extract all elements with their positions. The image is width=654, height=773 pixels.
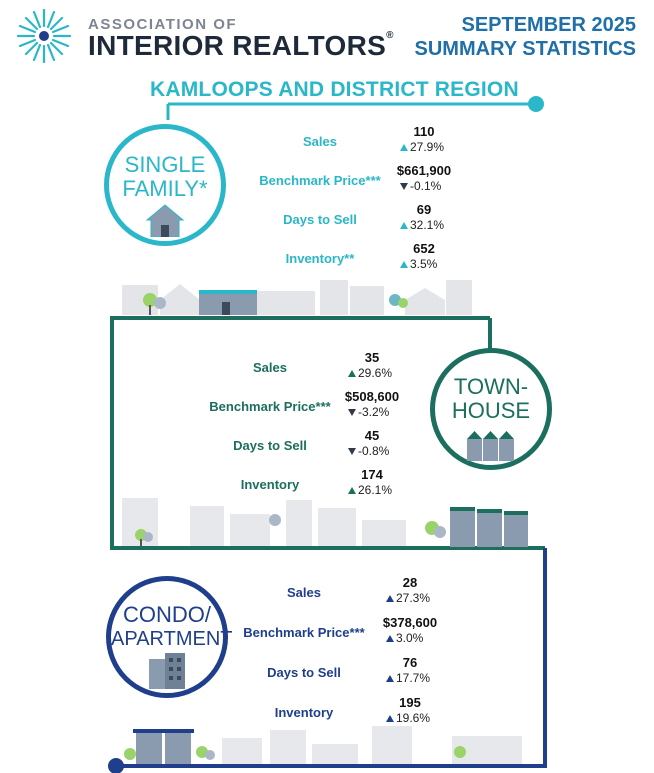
arrow-up-icon <box>400 261 408 268</box>
condo-title-1: CONDO/ <box>123 602 211 627</box>
single-family-stat-change-text: 3.5% <box>410 257 438 271</box>
single-family-title-1: SINGLE <box>124 152 206 177</box>
org-name-text: INTERIOR REALTORS <box>88 30 387 61</box>
single-family-stat-value: 652 <box>413 241 435 256</box>
arrow-up-icon <box>386 715 394 722</box>
condo-title-2: APARTMENT <box>111 628 233 650</box>
townhouse-stat-value: 174 <box>361 467 383 482</box>
single-family-stat-change-text: 32.1% <box>410 218 445 232</box>
townhouse-title-2: HOUSE <box>451 398 531 423</box>
registered-mark: ® <box>386 30 394 41</box>
association-logo-icon <box>18 10 70 62</box>
single-family-skyline <box>122 280 472 315</box>
single-family-stat-change-text: -0.1% <box>410 179 442 193</box>
townhouse-badge <box>430 348 552 470</box>
single-family-badge <box>104 124 226 246</box>
region-connector-dot <box>528 96 544 112</box>
condo-stat-label: Sales <box>287 585 321 600</box>
townhouse-stat-change <box>348 405 389 419</box>
condo-stat-change <box>386 711 430 725</box>
single-family-stat-change <box>400 179 441 193</box>
condo-stat-value: 195 <box>399 695 421 710</box>
condo-stat-label: Inventory <box>274 705 334 720</box>
townhouse-stat-change <box>348 483 392 497</box>
single-family-stat-change <box>400 218 444 232</box>
report-title-subtitle: SUMMARY STATISTICS <box>414 38 636 60</box>
condo-frame-dot <box>108 758 124 773</box>
condo-badge <box>106 576 233 698</box>
single-family-stat-label: Benchmark Price*** <box>259 173 381 188</box>
arrow-up-icon <box>386 635 394 642</box>
townhouse-title-1: TOWN- <box>453 374 529 399</box>
condo-stat-value: $378,600 <box>382 615 438 630</box>
single-family-stat-change <box>400 257 437 271</box>
townhouse-icon <box>465 427 517 461</box>
townhouse-stat-change <box>348 444 389 458</box>
single-family-title-2: FAMILY* <box>122 176 208 201</box>
single-family-stat-label: Days to Sell <box>283 212 357 227</box>
condo-stat-label: Benchmark Price*** <box>243 625 365 640</box>
org-name-line1: ASSOCIATION OF <box>88 16 238 33</box>
org-name-line2 <box>88 30 394 62</box>
arrow-up-icon <box>348 487 356 494</box>
region-title: KAMLOOPS AND DISTRICT REGION <box>150 78 519 101</box>
condo-stat-change <box>386 671 430 685</box>
single-family-stat-label: Sales <box>303 134 337 149</box>
townhouse-stat-value: 35 <box>364 350 380 365</box>
arrow-up-icon <box>386 595 394 602</box>
arrow-down-icon <box>400 183 408 190</box>
townhouse-stat-change-text: -3.2% <box>358 405 390 419</box>
townhouse-stat-label: Benchmark Price*** <box>209 399 331 414</box>
report-title-month: SEPTEMBER 2025 <box>461 14 636 36</box>
townhouse-stat-change-text: -0.8% <box>358 444 390 458</box>
townhouse-stat-label: Sales <box>253 360 287 375</box>
townhouse-skyline <box>122 498 406 546</box>
condo-skyline <box>222 726 522 764</box>
arrow-up-icon <box>386 675 394 682</box>
condo-stat-change <box>386 631 423 645</box>
single-family-stat-value: 69 <box>416 202 432 217</box>
condo-stat-label: Days to Sell <box>267 665 341 680</box>
townhouse-stat-label: Inventory <box>240 477 300 492</box>
single-family-stat-value: 110 <box>413 124 435 139</box>
townhouse-stat-change <box>348 366 392 380</box>
arrow-down-icon <box>348 448 356 455</box>
townhouse-stat-label: Days to Sell <box>233 438 307 453</box>
condo-stat-change-text: 3.0% <box>396 631 424 645</box>
arrow-down-icon <box>348 409 356 416</box>
condo-stat-value: 28 <box>402 575 418 590</box>
townhouse-stat-value: $508,600 <box>344 389 400 404</box>
single-family-stat-change <box>400 140 444 154</box>
arrow-up-icon <box>400 144 408 151</box>
condo-stat-change-text: 17.7% <box>396 671 431 685</box>
arrow-up-icon <box>348 370 356 377</box>
townhouse-stat-value: 45 <box>364 428 380 443</box>
single-family-house-icon <box>145 203 185 237</box>
single-family-stat-value: $661,900 <box>396 163 452 178</box>
townhouse-stat-change-text: 29.6% <box>358 366 393 380</box>
condo-building-icon <box>145 653 189 689</box>
townhouse-stat-change-text: 26.1% <box>358 483 393 497</box>
single-family-stat-label: Inventory** <box>285 251 355 266</box>
condo-stat-change-text: 19.6% <box>396 711 431 725</box>
arrow-up-icon <box>400 222 408 229</box>
condo-stat-change-text: 27.3% <box>396 591 431 605</box>
condo-stat-value: 76 <box>402 655 418 670</box>
single-family-stat-change-text: 27.9% <box>410 140 445 154</box>
condo-stat-change <box>386 591 430 605</box>
